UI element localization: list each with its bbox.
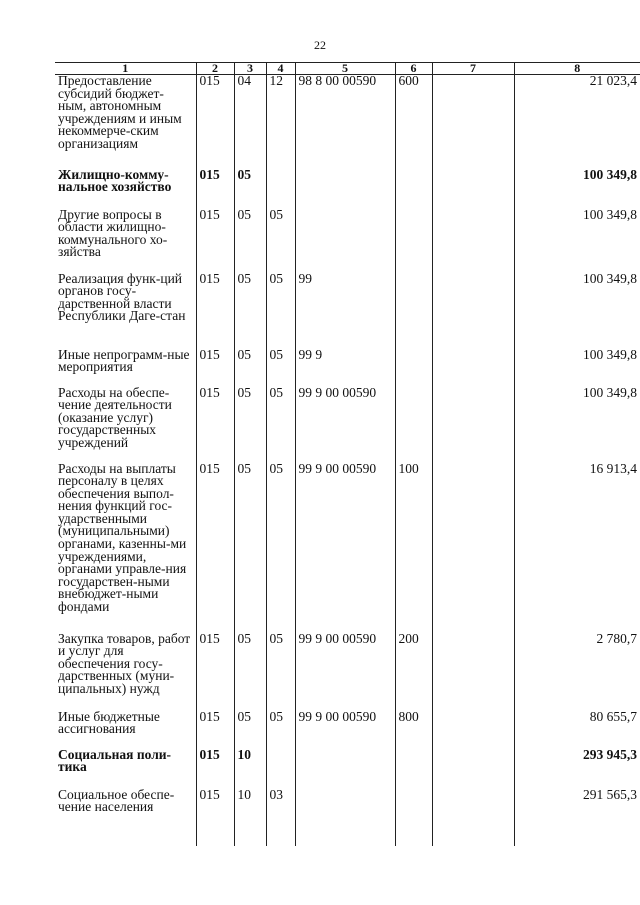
row-code-4: 05 — [266, 463, 295, 633]
row-code-4 — [266, 749, 295, 789]
row-code-4: 12 — [266, 75, 295, 169]
row-code-2: 015 — [196, 463, 234, 633]
table-row — [55, 749, 640, 789]
row-code-4: 05 — [266, 711, 295, 749]
row-name: Социальное обеспе-чение населения — [58, 786, 175, 815]
row-code-3: 05 — [234, 169, 266, 209]
row-code-7 — [432, 169, 514, 209]
row-code-4: 05 — [266, 387, 295, 463]
table-row — [55, 789, 640, 847]
row-code-7 — [432, 75, 514, 169]
row-amount: 100 349,8 — [514, 349, 640, 387]
row-code-4: 05 — [266, 349, 295, 387]
row-code-2: 015 — [196, 711, 234, 749]
column-header: 7 — [432, 63, 514, 75]
table-row — [55, 633, 640, 711]
row-code-5 — [295, 789, 395, 847]
row-code-5: 99 9 00 00590 — [295, 463, 395, 633]
row-code-3: 05 — [234, 387, 266, 463]
row-code-5 — [295, 749, 395, 789]
row-code-7 — [432, 789, 514, 847]
row-code-4: 03 — [266, 789, 295, 847]
row-amount: 80 655,7 — [514, 711, 640, 749]
row-code-7 — [432, 749, 514, 789]
row-code-7 — [432, 349, 514, 387]
row-name: Иные непрограмм-ные мероприятия — [58, 346, 190, 375]
row-code-7 — [432, 209, 514, 273]
row-code-6: 200 — [395, 633, 432, 711]
row-code-6: 100 — [395, 463, 432, 633]
row-code-5 — [295, 169, 395, 209]
row-code-6 — [395, 749, 432, 789]
column-header: 4 — [266, 63, 295, 75]
row-name: Другие вопросы в области жилищно-коммунального хо-зяйства — [58, 206, 168, 260]
table-row — [55, 209, 640, 273]
row-code-7 — [432, 273, 514, 349]
row-code-3: 05 — [234, 273, 266, 349]
row-name: Расходы на выплаты персоналу в целях обеспечения выпол-нения функций гос-ударственными (муниципальными) органами, казенны-ми учреждениями, органами управле-ния государствен-ными внебюджет-ными фондами — [58, 460, 187, 615]
row-name: Реализация функ-ций органов госу-дарственной власти Республики Даге-стан — [58, 270, 186, 324]
row-code-5: 99 9 00 00590 — [295, 711, 395, 749]
column-header: 3 — [234, 63, 266, 75]
row-code-3: 10 — [234, 749, 266, 789]
row-amount: 291 565,3 — [514, 789, 640, 847]
row-code-4: 05 — [266, 273, 295, 349]
row-code-2: 015 — [196, 387, 234, 463]
row-code-3: 05 — [234, 711, 266, 749]
column-header: 1 — [55, 63, 196, 75]
page-number: 22 — [314, 38, 326, 52]
row-code-3: 05 — [234, 463, 266, 633]
row-code-6 — [395, 169, 432, 209]
row-amount: 100 349,8 — [514, 387, 640, 463]
row-code-2: 015 — [196, 75, 234, 169]
row-code-3: 05 — [234, 633, 266, 711]
row-code-4 — [266, 169, 295, 209]
row-amount: 2 780,7 — [514, 633, 640, 711]
table-row — [55, 273, 640, 349]
row-code-6 — [395, 387, 432, 463]
row-name: Иные бюджетные ассигнования — [58, 708, 160, 737]
row-code-2: 015 — [196, 633, 234, 711]
row-code-6 — [395, 349, 432, 387]
row-amount: 100 349,8 — [514, 209, 640, 273]
row-amount: 100 349,8 — [514, 169, 640, 209]
row-code-6 — [395, 209, 432, 273]
row-code-6 — [395, 273, 432, 349]
row-code-2: 015 — [196, 349, 234, 387]
row-code-5: 99 9 00 00590 — [295, 633, 395, 711]
table-row — [55, 169, 640, 209]
row-code-4: 05 — [266, 209, 295, 273]
column-header: 6 — [395, 63, 432, 75]
table-row — [55, 711, 640, 749]
row-amount: 21 023,4 — [514, 75, 640, 169]
row-code-7 — [432, 711, 514, 749]
row-code-2: 015 — [196, 209, 234, 273]
row-code-2: 015 — [196, 273, 234, 349]
row-code-5: 98 8 00 00590 — [295, 75, 395, 169]
row-amount: 293 945,3 — [514, 749, 640, 789]
row-code-6: 600 — [395, 75, 432, 169]
column-header: 2 — [196, 63, 234, 75]
row-code-6 — [395, 789, 432, 847]
row-code-3: 05 — [234, 209, 266, 273]
row-code-3: 05 — [234, 349, 266, 387]
row-name: Социальная поли-тика — [58, 746, 172, 775]
row-name: Предоставление субсидий бюджет-ным, автономным учреждениям и иным некоммерче-ским организациям — [58, 73, 182, 151]
row-code-6: 800 — [395, 711, 432, 749]
row-code-5 — [295, 209, 395, 273]
table-row — [55, 349, 640, 387]
row-code-4: 05 — [266, 633, 295, 711]
row-code-2: 015 — [196, 789, 234, 847]
row-name: Жилищно-комму-нальное хозяйство — [58, 166, 172, 195]
table-row — [55, 463, 640, 633]
budget-table — [55, 62, 640, 846]
table-row — [55, 75, 640, 169]
row-code-5: 99 — [295, 273, 395, 349]
row-code-3: 10 — [234, 789, 266, 847]
row-code-7 — [432, 387, 514, 463]
row-code-7 — [432, 463, 514, 633]
row-code-5: 99 9 00 00590 — [295, 387, 395, 463]
row-name: Расходы на обеспе-чение деятельности (оказание услуг) государственных учреждений — [58, 384, 172, 450]
column-header: 5 — [295, 63, 395, 75]
table-row — [55, 387, 640, 463]
row-code-2: 015 — [196, 749, 234, 789]
column-header: 8 — [514, 63, 640, 75]
row-code-2: 015 — [196, 169, 234, 209]
row-name: Закупка товаров, работ и услуг для обеспечения госу-дарственных (муни-ципальных) нужд — [58, 630, 191, 696]
row-amount: 100 349,8 — [514, 273, 640, 349]
row-code-3: 04 — [234, 75, 266, 169]
row-code-5: 99 9 — [295, 349, 395, 387]
row-amount: 16 913,4 — [514, 463, 640, 633]
row-code-7 — [432, 633, 514, 711]
